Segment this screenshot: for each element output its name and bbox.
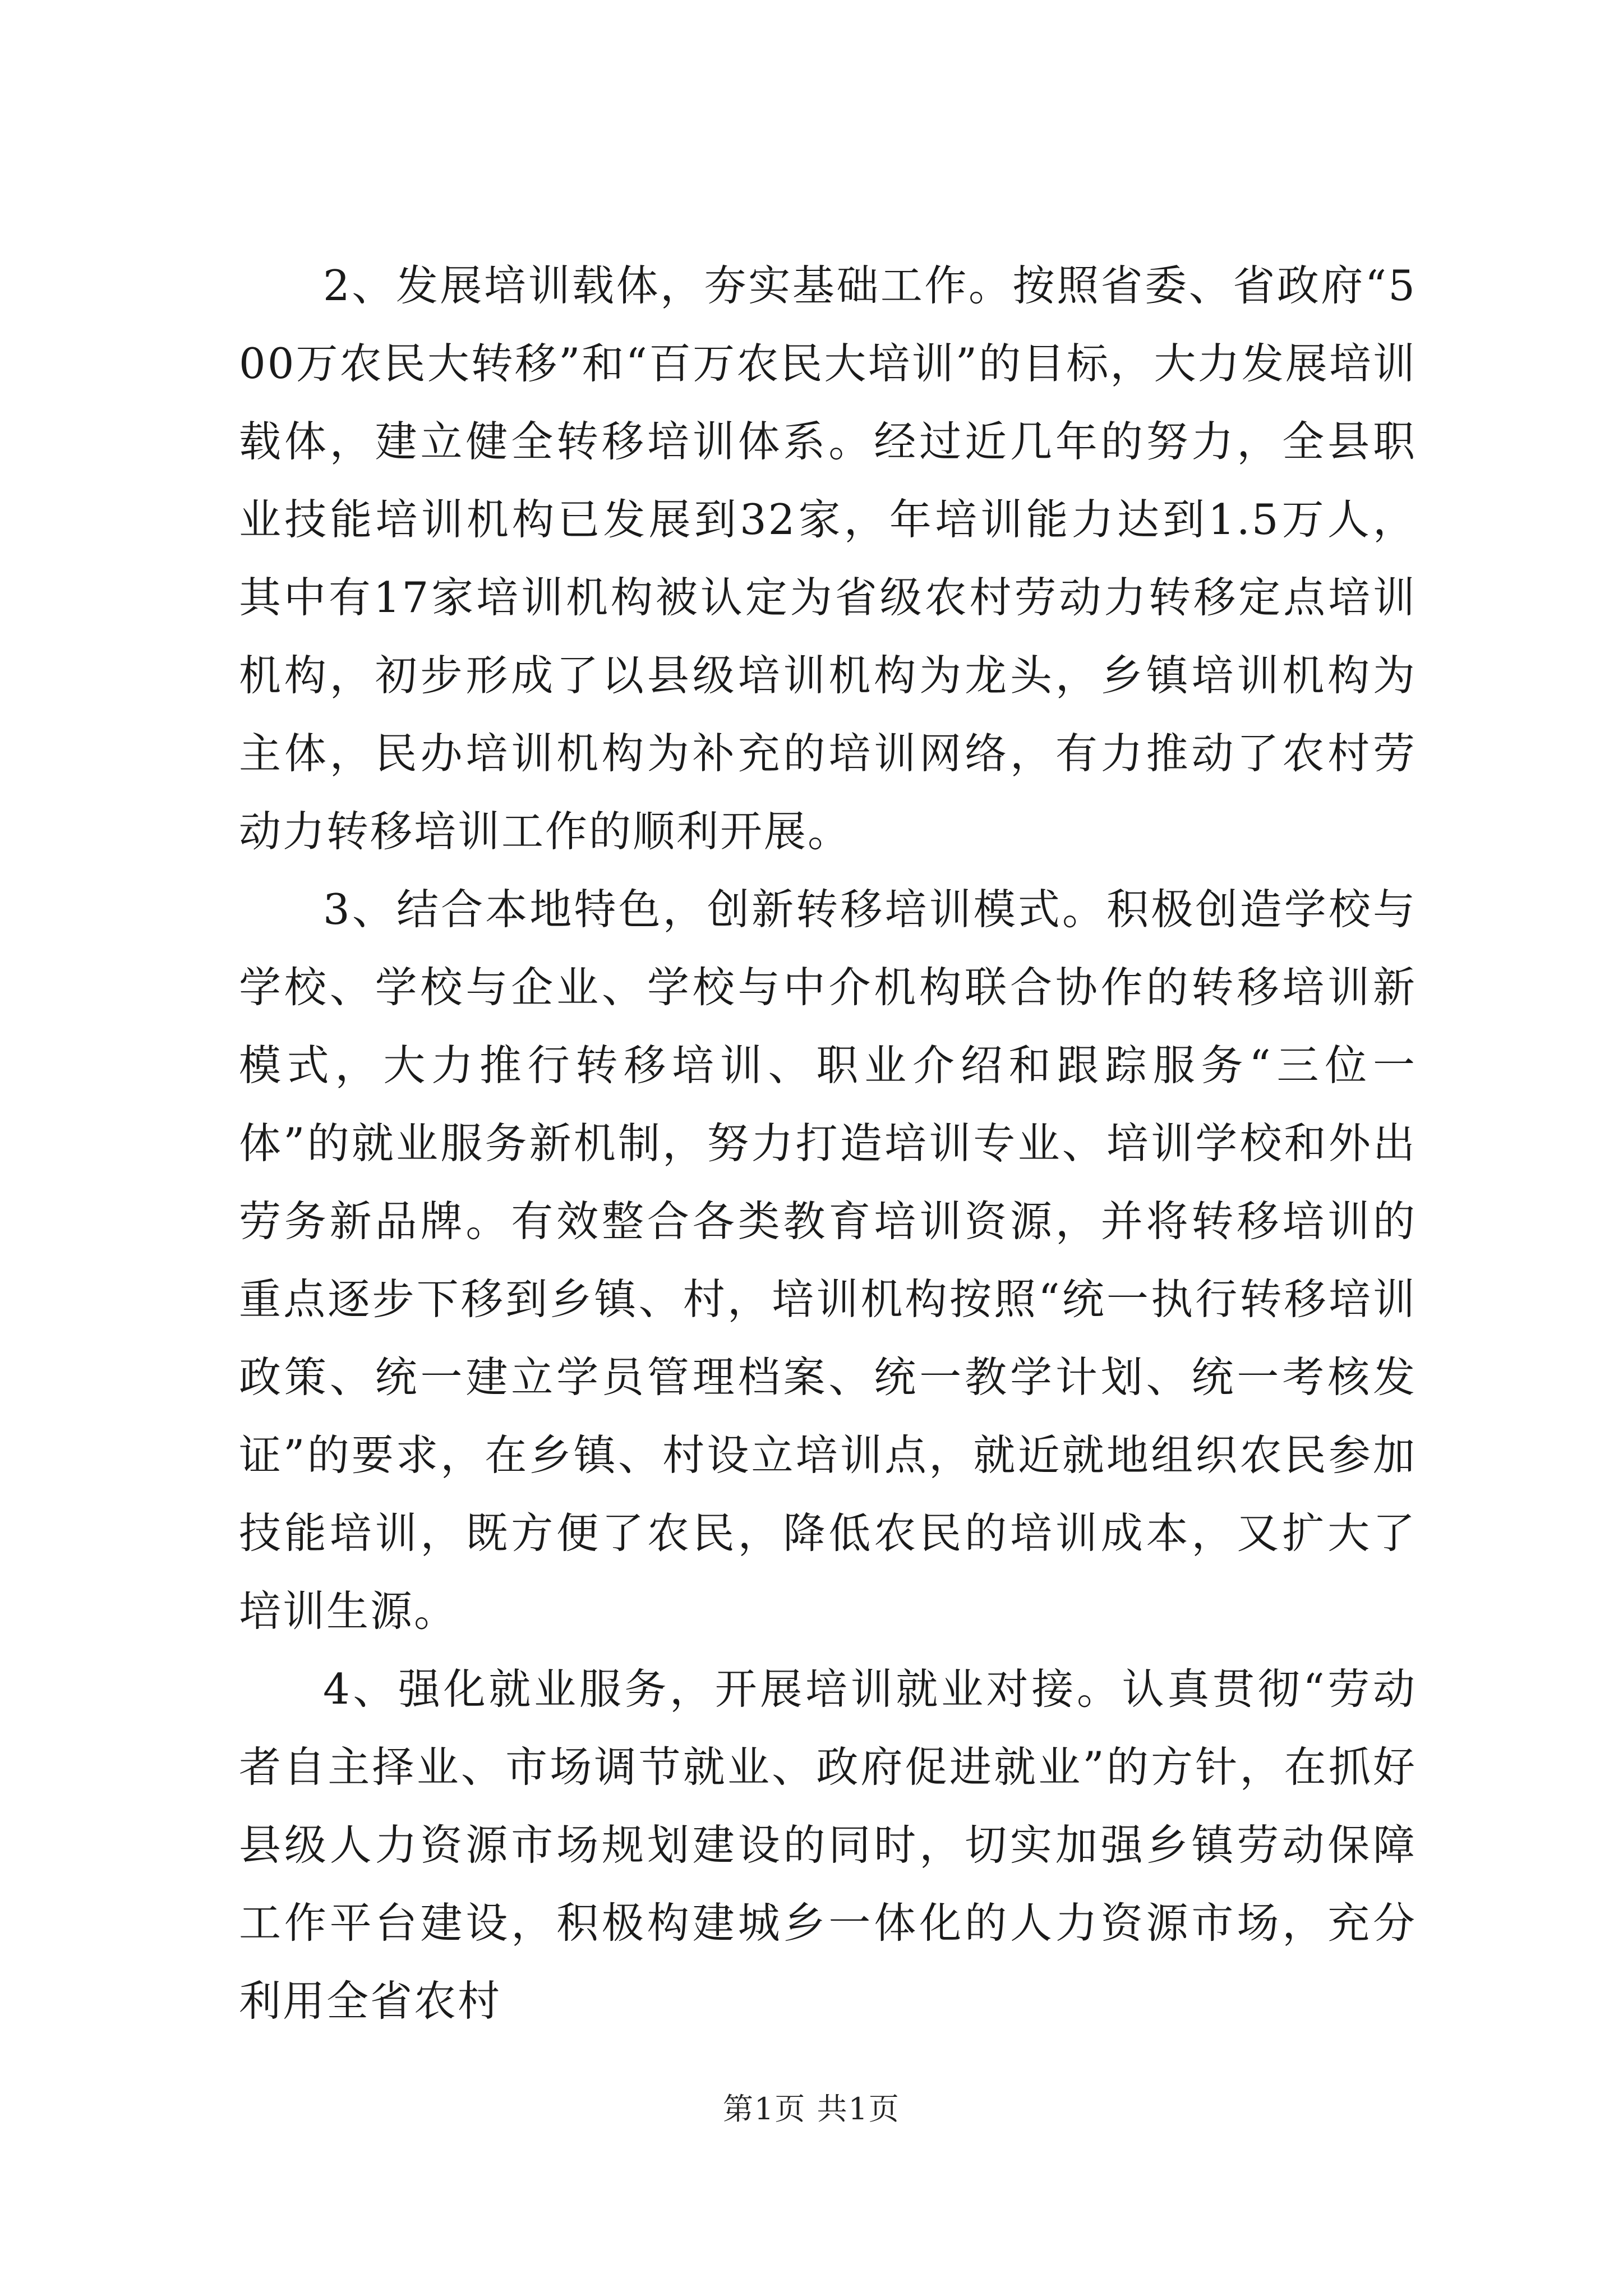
- paragraph-2: 2、发展培训载体，夯实基础工作。按照省委、省政府“500万农民大转移”和“百万农民大培训”的目标，大力发展培训载体，建立健全转移培训体系。经过近几年的努力，全县职业技能培训机构已发展到32家，年培训能力达到1.5万人，其中有17家培训机构被认定为省级农村劳动力转移定点培训机构，初步形成了以县级培训机构为龙头，乡镇培训机构为主体，民办培训机构为补充的培训网络，有力推动了农村劳动力转移培训工作的顺利开展。: [239, 261, 1417, 856]
- paragraph-3: 3、结合本地特色，创新转移培训模式。积极创造学校与学校、学校与企业、学校与中介机构联合协作的转移培训新模式，大力推行转移培训、职业介绍和跟踪服务“三位一体”的就业服务新机制，努力打造培训专业、培训学校和外出劳务新品牌。有效整合各类教育培训资源，并将转移培训的重点逐步下移到乡镇、村，培训机构按照“统一执行转移培训政策、统一建立学员管理档案、统一教学计划、统一考核发证”的要求，在乡镇、村设立培训点，就近就地组织农民参加技能培训，既方便了农民，降低农民的培训成本，又扩大了培训生源。: [239, 885, 1417, 1636]
- page-footer: 第1页 共1页: [723, 2091, 900, 2127]
- document-body: [239, 247, 1417, 2040]
- paragraph-4: 4、强化就业服务，开展培训就业对接。认真贯彻“劳动者自主择业、市场调节就业、政府促进就业”的方针，在抓好县级人力资源市场规划建设的同时，切实加强乡镇劳动保障工作平台建设，积极构建城乡一体化的人力资源市场，充分利用全省农村: [239, 1664, 1417, 2026]
